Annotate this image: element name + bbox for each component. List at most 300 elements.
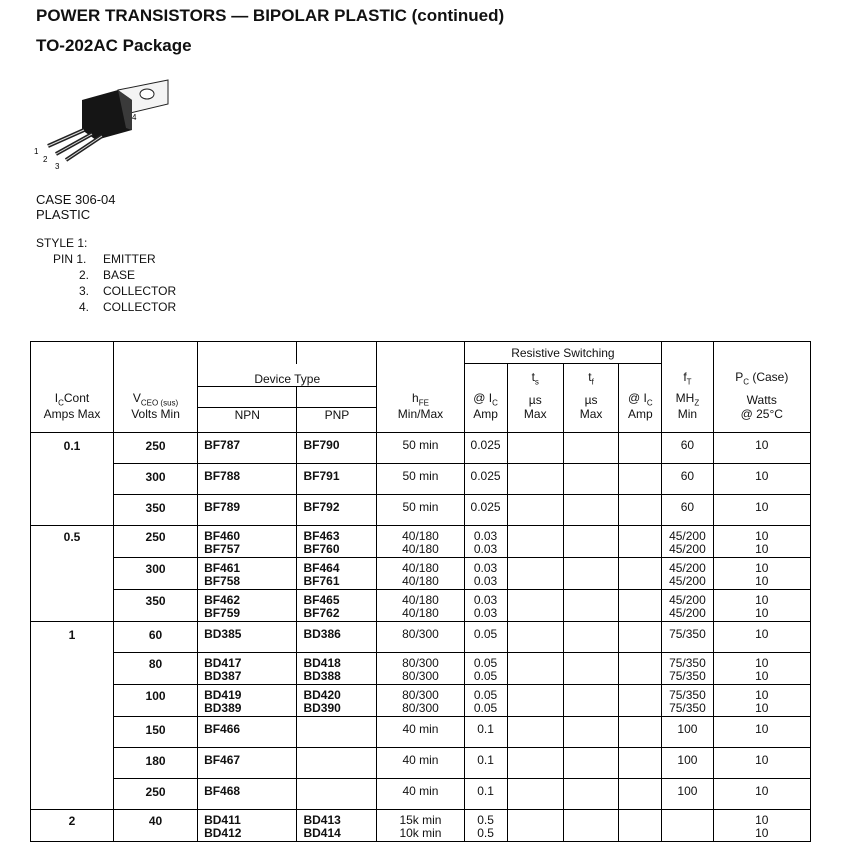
pc-cell-line: 10 [755, 812, 769, 827]
npn-cell [198, 557, 297, 589]
at-ic-cell [464, 778, 507, 809]
pnp-cell [297, 778, 377, 809]
sw-ic-cell [619, 684, 662, 716]
hfe-cell [377, 747, 464, 778]
tf-cell [563, 525, 618, 557]
at-ic-cell-line: 0.05 [473, 687, 498, 702]
ts-cell [507, 621, 563, 652]
ic-cont-cell: 0.1 [31, 432, 114, 463]
ts-cell [507, 589, 563, 621]
at-ic-cell-line: 0.025 [470, 468, 501, 483]
hfe-cell-line: 50 min [402, 468, 439, 483]
hfe-cell [377, 778, 464, 809]
pnp-cell-line: BD420 [303, 687, 341, 702]
vceo-cell: 350 [114, 589, 198, 621]
pin-label-4: 4 [132, 113, 137, 122]
ts-cell [507, 494, 563, 525]
npn-cell-line: BD419 [204, 687, 242, 702]
ft-cell [662, 525, 713, 557]
header-min-max: Min/Max [397, 407, 444, 421]
npn-cell [198, 589, 297, 621]
npn-cell-line: BD387 [204, 668, 242, 683]
ft-cell-line: 75/350 [669, 655, 706, 670]
style-heading: STYLE 1: [36, 236, 88, 250]
ft-cell-line: 75/350 [669, 626, 706, 641]
sw-ic-cell [619, 778, 662, 809]
at-ic-cell-line: 0.05 [473, 655, 498, 670]
vceo-cell: 300 [114, 463, 198, 494]
pc-cell-line: 10 [755, 468, 769, 483]
pc-cell [713, 621, 810, 652]
hfe-cell-line: 50 min [402, 499, 439, 514]
transistor-spec-table [30, 341, 811, 842]
pin-2-number: 2. [79, 268, 90, 282]
pc-cell [713, 494, 810, 525]
hfe-cell [377, 716, 464, 747]
sw-ic-cell [619, 589, 662, 621]
header-cell-blank [31, 342, 114, 364]
tf-cell [563, 684, 618, 716]
ic-cont-cell [31, 494, 114, 525]
pc-cell-line: 10 [755, 700, 769, 715]
tf-cell [563, 716, 618, 747]
vceo-cell: 250 [114, 525, 198, 557]
pc-cell-line: 10 [755, 752, 769, 767]
hfe-cell-line: 40 min [402, 752, 439, 767]
npn-cell-line: BF462 [204, 592, 241, 607]
ft-cell-line: 45/200 [669, 528, 706, 543]
at-ic-cell-line: 0.03 [473, 605, 498, 620]
header-us-1: µs [528, 393, 542, 407]
pc-cell [713, 684, 810, 716]
pnp-cell [297, 589, 377, 621]
pnp-cell-line: BF792 [303, 499, 340, 514]
ft-cell [662, 778, 713, 809]
ft-cell-line: 45/200 [669, 592, 706, 607]
npn-cell [198, 432, 297, 463]
header-pc-case: $P_C$ (Case) [735, 369, 789, 386]
pnp-cell [297, 747, 377, 778]
hfe-cell [377, 652, 464, 684]
header-sw-at-ic: @ $I_C$ [627, 390, 653, 407]
ft-cell [662, 621, 713, 652]
page-title: POWER TRANSISTORS — BIPOLAR PLASTIC (continued) [36, 6, 505, 25]
tf-cell [563, 432, 618, 463]
header-tf: $t_f$ [588, 369, 594, 386]
pc-cell-line: 10 [755, 783, 769, 798]
pnp-cell [297, 652, 377, 684]
table-row [31, 432, 811, 463]
pc-cell-line: 10 [755, 626, 769, 641]
pnp-cell-line: BD414 [303, 825, 341, 840]
pnp-cell-line: BF464 [303, 560, 340, 575]
table-row [31, 716, 811, 747]
npn-cell-line: BF759 [204, 605, 241, 620]
header-hfe: $h_{FE}$ [412, 390, 429, 407]
hfe-cell-line: 40/180 [402, 560, 439, 575]
vceo-cell: 40 [114, 809, 198, 841]
table-row [31, 589, 811, 621]
table-row [31, 557, 811, 589]
header-at-25c: @ 25°C [740, 407, 783, 421]
ic-cont-cell: 0.5 [31, 525, 114, 557]
pnp-cell-line: BF790 [303, 437, 340, 452]
npn-cell [198, 778, 297, 809]
pc-cell [713, 652, 810, 684]
ft-cell-line: 75/350 [669, 700, 706, 715]
ts-cell [507, 747, 563, 778]
header-volts-min: Volts Min [131, 407, 180, 421]
pin-1-name: EMITTER [103, 252, 156, 266]
tf-cell [563, 809, 618, 841]
pin-label-1: 1 [34, 147, 39, 156]
at-ic-cell [464, 684, 507, 716]
ft-cell [662, 494, 713, 525]
pnp-cell [297, 494, 377, 525]
hfe-cell [377, 557, 464, 589]
hfe-cell [377, 589, 464, 621]
ic-cont-cell [31, 684, 114, 716]
at-ic-cell [464, 432, 507, 463]
pnp-cell-line: BD418 [303, 655, 341, 670]
pnp-cell-line: BF463 [303, 528, 340, 543]
hfe-cell-line: 40 min [402, 783, 439, 798]
tf-cell [563, 621, 618, 652]
at-ic-cell-line: 0.03 [473, 573, 498, 588]
sw-ic-cell [619, 716, 662, 747]
header-vceo: $V_{CEO (sus)}$ [132, 390, 179, 407]
vceo-cell: 180 [114, 747, 198, 778]
npn-cell [198, 684, 297, 716]
tf-cell [563, 557, 618, 589]
ft-cell-line: 45/200 [669, 560, 706, 575]
pnp-cell [297, 525, 377, 557]
ts-cell [507, 557, 563, 589]
hfe-cell [377, 525, 464, 557]
ic-cont-cell [31, 716, 114, 747]
npn-cell [198, 494, 297, 525]
table-row [31, 494, 811, 525]
pin-1-number: PIN 1. [53, 252, 87, 266]
hfe-cell [377, 432, 464, 463]
header-mhz: $MH_Z$ [675, 390, 700, 407]
header-sw-amp: Amp [627, 407, 653, 421]
pnp-cell [297, 557, 377, 589]
table-row [31, 684, 811, 716]
npn-cell-line: BF467 [204, 752, 241, 767]
pnp-cell-line: BF465 [303, 592, 340, 607]
ft-cell [662, 589, 713, 621]
pc-cell-line: 10 [755, 655, 769, 670]
pnp-cell [297, 684, 377, 716]
pnp-cell-line: BF761 [303, 573, 340, 588]
ts-cell [507, 778, 563, 809]
table-row [31, 809, 811, 841]
header-ft-min: Min [677, 407, 698, 421]
ts-cell [507, 809, 563, 841]
npn-cell-line: BF460 [204, 528, 241, 543]
pc-cell [713, 809, 810, 841]
npn-cell-line: BF788 [204, 468, 241, 483]
ic-cont-cell: 1 [31, 621, 114, 652]
header-amp: Amp [473, 407, 498, 421]
hfe-cell-line: 10k min [399, 825, 442, 840]
table-row [31, 525, 811, 557]
hfe-cell [377, 621, 464, 652]
vceo-cell: 100 [114, 684, 198, 716]
npn-cell [198, 525, 297, 557]
ft-cell-line: 100 [677, 721, 698, 736]
sw-ic-cell [619, 557, 662, 589]
hfe-cell-line: 80/300 [402, 700, 439, 715]
ft-cell-line: 45/200 [669, 541, 706, 556]
ft-cell-line: 100 [677, 752, 698, 767]
ts-cell [507, 652, 563, 684]
npn-cell [198, 621, 297, 652]
at-ic-cell [464, 621, 507, 652]
npn-cell [198, 809, 297, 841]
pc-cell-line: 10 [755, 541, 769, 556]
header-at-ic: @ $I_C$ [473, 390, 498, 407]
ts-cell [507, 716, 563, 747]
pnp-cell-line: BF760 [303, 541, 340, 556]
pc-cell [713, 716, 810, 747]
vceo-cell: 300 [114, 557, 198, 589]
ft-cell-line: 45/200 [669, 605, 706, 620]
ft-cell-line: 75/350 [669, 668, 706, 683]
ft-cell [662, 747, 713, 778]
table-row [31, 621, 811, 652]
header-ts: $t_s$ [531, 369, 539, 386]
header-npn: NPN [234, 407, 260, 422]
ft-cell [662, 463, 713, 494]
sw-ic-cell [619, 494, 662, 525]
hfe-cell [377, 809, 464, 841]
at-ic-cell-line: 0.05 [473, 700, 498, 715]
hfe-cell-line: 80/300 [402, 655, 439, 670]
npn-cell-line: BF466 [204, 721, 241, 736]
tf-cell [563, 589, 618, 621]
at-ic-cell [464, 652, 507, 684]
case-material: PLASTIC [36, 207, 91, 222]
at-ic-cell [464, 716, 507, 747]
npn-cell-line: BF757 [204, 541, 241, 556]
pc-cell [713, 557, 810, 589]
pnp-cell-line: BF762 [303, 605, 340, 620]
at-ic-cell-line: 0.1 [477, 752, 494, 767]
ft-cell-line: 60 [680, 437, 695, 452]
pc-cell-line: 10 [755, 499, 769, 514]
at-ic-cell-line: 0.05 [473, 626, 498, 641]
pc-cell-line: 10 [755, 592, 769, 607]
pc-cell-line: 10 [755, 560, 769, 575]
ft-cell-line: 60 [680, 499, 695, 514]
pnp-cell-line: BD386 [303, 626, 341, 641]
pc-cell-line: 10 [755, 687, 769, 702]
hfe-cell-line: 80/300 [402, 626, 439, 641]
header-ts-max: Max [523, 407, 547, 421]
pnp-cell [297, 716, 377, 747]
ts-cell [507, 463, 563, 494]
hfe-cell-line: 15k min [399, 812, 442, 827]
pnp-cell [297, 432, 377, 463]
at-ic-cell [464, 494, 507, 525]
vceo-cell: 150 [114, 716, 198, 747]
header-ic-cont: $I_CCont$ [54, 390, 90, 407]
table-row [31, 463, 811, 494]
pc-cell-line: 10 [755, 573, 769, 588]
pnp-cell-line: BF791 [303, 468, 340, 483]
pin-3-number: 3. [79, 284, 90, 298]
pin-4-name: COLLECTOR [103, 300, 177, 314]
ts-cell [507, 684, 563, 716]
ft-cell [662, 432, 713, 463]
pnp-cell-line: BD413 [303, 812, 341, 827]
at-ic-cell [464, 525, 507, 557]
pc-cell-line: 10 [755, 825, 769, 840]
npn-cell [198, 716, 297, 747]
at-ic-cell [464, 809, 507, 841]
pin-label-2: 2 [43, 155, 48, 164]
hfe-cell-line: 40/180 [402, 541, 439, 556]
pin-4-number: 4. [79, 300, 90, 314]
hfe-cell-line: 40/180 [402, 605, 439, 620]
pin-3-name: COLLECTOR [103, 284, 177, 298]
pc-cell-line: 10 [755, 437, 769, 452]
ft-cell-line: 100 [677, 783, 698, 798]
pc-cell [713, 432, 810, 463]
sw-ic-cell [619, 621, 662, 652]
npn-cell-line: BD411 [204, 812, 241, 827]
ts-cell [507, 432, 563, 463]
ic-cont-cell [31, 652, 114, 684]
vceo-cell: 350 [114, 494, 198, 525]
at-ic-cell-line: 0.03 [473, 560, 498, 575]
pc-cell-line: 10 [755, 605, 769, 620]
ic-cont-cell [31, 557, 114, 589]
ic-cont-cell [31, 778, 114, 809]
page-subtitle: TO-202AC Package [36, 36, 192, 55]
sw-ic-cell [619, 432, 662, 463]
pnp-cell [297, 809, 377, 841]
vceo-cell: 250 [114, 432, 198, 463]
npn-cell-line: BD412 [204, 825, 242, 840]
pc-cell [713, 589, 810, 621]
at-ic-cell [464, 557, 507, 589]
ft-cell [662, 716, 713, 747]
tf-cell [563, 747, 618, 778]
header-us-2: µs [584, 393, 598, 407]
npn-cell-line: BF758 [204, 573, 241, 588]
at-ic-cell-line: 0.5 [477, 825, 494, 840]
npn-cell-line: BF789 [204, 499, 241, 514]
npn-cell [198, 652, 297, 684]
hfe-cell-line: 50 min [402, 437, 439, 452]
case-number: CASE 306-04 [36, 192, 116, 207]
npn-cell-line: BD417 [204, 655, 242, 670]
hfe-cell-line: 40 min [402, 721, 439, 736]
pc-cell-line: 10 [755, 668, 769, 683]
vceo-cell: 80 [114, 652, 198, 684]
pc-cell [713, 747, 810, 778]
at-ic-cell-line: 0.5 [477, 812, 494, 827]
pnp-cell [297, 621, 377, 652]
at-ic-cell-line: 0.025 [470, 437, 501, 452]
sw-ic-cell [619, 463, 662, 494]
hfe-cell-line: 40/180 [402, 592, 439, 607]
table-row [31, 747, 811, 778]
at-ic-cell [464, 747, 507, 778]
table-row [31, 652, 811, 684]
hfe-cell-line: 80/300 [402, 668, 439, 683]
hfe-cell [377, 463, 464, 494]
header-pnp: PNP [324, 407, 350, 422]
ft-cell [662, 652, 713, 684]
pnp-cell-line: BD390 [303, 700, 341, 715]
npn-cell-line: BD385 [204, 626, 242, 641]
hfe-cell-line: 40/180 [402, 528, 439, 543]
pnp-cell-line: BD388 [303, 668, 341, 683]
ts-cell [507, 525, 563, 557]
at-ic-cell [464, 463, 507, 494]
at-ic-cell-line: 0.025 [470, 499, 501, 514]
pc-cell [713, 778, 810, 809]
pin-2-name: BASE [103, 268, 136, 282]
header-tf-max: Max [579, 407, 603, 421]
ic-cont-cell: 2 [31, 809, 114, 841]
pc-cell-line: 10 [755, 721, 769, 736]
ft-cell-line: 75/350 [669, 687, 706, 702]
tf-cell [563, 778, 618, 809]
at-ic-cell [464, 589, 507, 621]
ic-cont-cell [31, 589, 114, 621]
tf-cell [563, 652, 618, 684]
npn-cell [198, 747, 297, 778]
npn-cell-line: BF461 [204, 560, 241, 575]
at-ic-cell-line: 0.1 [477, 783, 494, 798]
pc-cell [713, 463, 810, 494]
ft-cell-line: 45/200 [669, 573, 706, 588]
header-device-type: Device Type [254, 371, 321, 386]
tf-cell [563, 463, 618, 494]
ic-cont-cell [31, 747, 114, 778]
hfe-cell [377, 494, 464, 525]
npn-cell-line: BD389 [204, 700, 242, 715]
header-amps-max: Amps Max [43, 407, 101, 421]
pc-cell [713, 525, 810, 557]
header-watts: Watts [746, 393, 777, 407]
npn-cell-line: BF787 [204, 437, 241, 452]
ft-cell [662, 684, 713, 716]
hfe-cell-line: 40/180 [402, 573, 439, 588]
npn-cell [198, 463, 297, 494]
vceo-cell: 60 [114, 621, 198, 652]
header-resistive-switching: Resistive Switching [511, 346, 615, 360]
pnp-cell [297, 463, 377, 494]
at-ic-cell-line: 0.03 [473, 541, 498, 556]
pin-label-3: 3 [55, 162, 60, 171]
to202-package-illustration [26, 68, 176, 172]
vceo-cell: 250 [114, 778, 198, 809]
at-ic-cell-line: 0.1 [477, 721, 494, 736]
sw-ic-cell [619, 525, 662, 557]
ic-cont-cell [31, 463, 114, 494]
sw-ic-cell [619, 652, 662, 684]
hfe-cell-line: 80/300 [402, 687, 439, 702]
table-row [31, 778, 811, 809]
ft-cell [662, 809, 713, 841]
at-ic-cell-line: 0.05 [473, 668, 498, 683]
